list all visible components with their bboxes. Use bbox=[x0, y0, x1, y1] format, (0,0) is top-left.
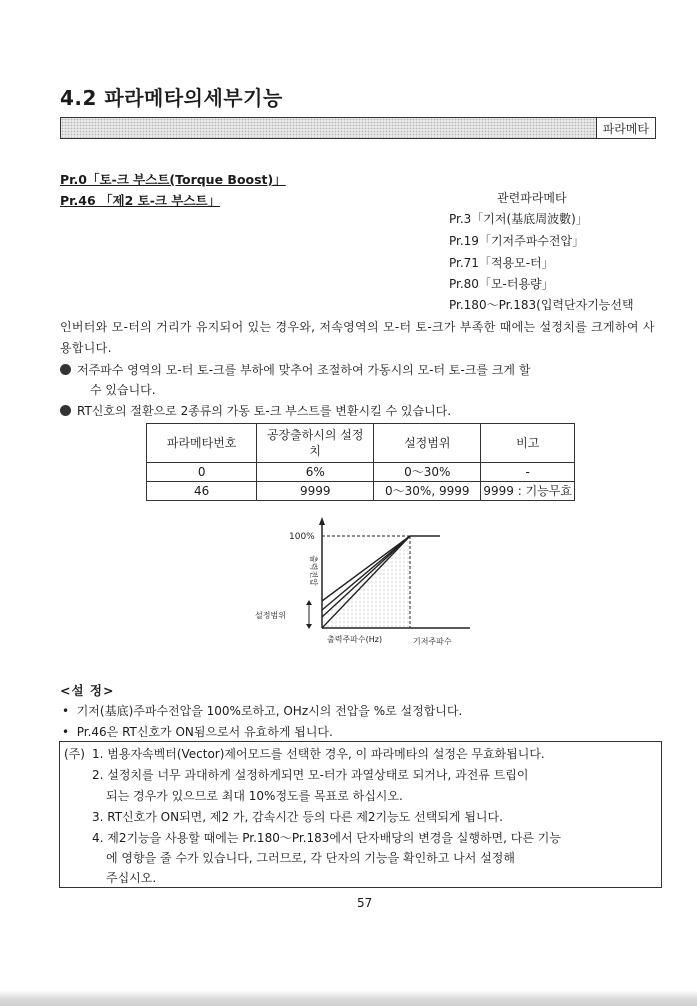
bullet-continuation: 수 있습니다. bbox=[90, 383, 156, 397]
bullet-text: 저주파수 영역의 모-터 토-크를 부하에 맞추어 조절하여 가동시의 모-터 토-크를 크게 할 bbox=[77, 363, 531, 377]
parameter-table bbox=[146, 423, 575, 501]
note-line: 4. 제2기능을 사용할 때에는 Pr.180～Pr.183에서 단자배당의 변경을 실행하면, 다른 기능 bbox=[92, 831, 561, 845]
note-line: 1. 범용자속벡터(Vector)제어모드를 선택한 경우, 이 파라메타의 설정은 무효화됩니다. bbox=[92, 747, 545, 761]
note-line: 에 영향을 줄 수가 있습니다, 그러므로, 각 단자의 기능을 확인하고 나서 설정해 bbox=[106, 851, 515, 865]
note-line: 2. 설정치를 너무 과대하게 설정하게되면 모-터가 과열상태로 되거나, 과전류 트립이 bbox=[92, 768, 529, 782]
table-header: 파라메타번호 bbox=[147, 424, 257, 463]
table-row bbox=[147, 463, 575, 482]
note-line: 3. RT신호가 ON되면, 제2 가, 감속시간 등의 다른 제2기능도 선택되게 됩니다. bbox=[92, 810, 503, 824]
setting-item-text: Pr.46은 RT신호가 ON됨으로서 유효하게 됩니다. bbox=[76, 725, 333, 739]
bullet-dot-icon bbox=[60, 405, 71, 416]
table-header: 비고 bbox=[481, 424, 575, 463]
label-base-frequency: 기저주파수 bbox=[413, 637, 452, 646]
table-cell: - bbox=[481, 463, 575, 482]
table-header-row bbox=[147, 424, 575, 463]
setting-heading: <설 정> bbox=[60, 683, 115, 698]
range-arrow-down-icon bbox=[306, 624, 312, 629]
banner-label: 파라메타 bbox=[596, 117, 655, 139]
notes-box bbox=[59, 741, 662, 888]
pr0-title: Pr.0「토-크 부스트(Torque Boost)」 bbox=[60, 172, 286, 187]
table-cell: 0～30%, 9999 bbox=[374, 482, 481, 501]
table-cell: 46 bbox=[147, 482, 257, 501]
page-number: 57 bbox=[357, 896, 373, 910]
setting-item-text: 기저(基底)주파수전압을 100%로하고, OHz시의 전압을 %로 설정합니다. bbox=[76, 704, 463, 718]
bullet-item bbox=[60, 361, 530, 378]
table-header: 설정범위 bbox=[374, 424, 481, 463]
table-row bbox=[147, 482, 575, 501]
range-arrow-up-icon bbox=[306, 600, 312, 605]
related-param-item: Pr.3「기저(基底周波數)」 bbox=[449, 212, 588, 226]
related-params-heading: 관련파라메타 bbox=[497, 191, 567, 205]
bullet-item bbox=[60, 402, 451, 419]
table-header: 공장출하시의 설정치 bbox=[257, 424, 374, 463]
section-title: 4.2 파라메타의세부기능 bbox=[60, 86, 283, 110]
label-setting-range: 설정범위 bbox=[255, 611, 286, 620]
bullet-text: RT신호의 절환으로 2종류의 가동 토-크 부스트를 변환시킬 수 있습니다. bbox=[77, 404, 452, 418]
section-banner bbox=[60, 117, 656, 139]
notes-prefix: (주) bbox=[64, 747, 85, 761]
note-line: 되는 경우가 있으므로 최대 10%정도를 목표로 하십시오. bbox=[106, 789, 403, 803]
table-cell: 0～30% bbox=[374, 463, 481, 482]
table-cell: 6% bbox=[257, 463, 374, 482]
label-100-percent: 100% bbox=[289, 532, 315, 542]
related-param-item: Pr.80「모-터용량」 bbox=[449, 277, 554, 291]
related-param-item: Pr.19「기저주파수전압」 bbox=[449, 234, 585, 248]
pr46-title: Pr.46 「제2 토-크 부스트」 bbox=[60, 193, 221, 208]
note-line: 주십시오. bbox=[106, 871, 157, 885]
related-param-item: Pr.71「적용모-터」 bbox=[449, 256, 554, 270]
scan-edge-shadow bbox=[0, 990, 697, 1006]
bullet-dot-icon bbox=[60, 364, 71, 375]
label-output-frequency: 출력주파수(Hz) bbox=[327, 635, 383, 644]
table-cell: 9999 : 기능무효 bbox=[481, 482, 575, 501]
y-axis-arrow-icon bbox=[319, 517, 325, 525]
torque-boost-diagram bbox=[255, 517, 480, 652]
table-cell: 0 bbox=[147, 463, 257, 482]
related-param-item: Pr.180～Pr.183(입력단자기능선택 bbox=[449, 298, 634, 312]
label-output-voltage: 출력전압 bbox=[309, 555, 318, 586]
table-cell: 9999 bbox=[257, 482, 374, 501]
setting-item: • Pr.46은 RT신호가 ON됨으로서 유효하게 됩니다. bbox=[62, 725, 333, 739]
intro-paragraph: 인버터와 모-터의 거리가 유지되어 있는 경우와, 저속영역의 모-터 토-크가 부족한 때에는 설정치를 크게하여 사용합니다. bbox=[60, 320, 655, 355]
setting-item: • 기저(基底)주파수전압을 100%로하고, OHz시의 전압을 %로 설정합니다. bbox=[62, 704, 463, 718]
